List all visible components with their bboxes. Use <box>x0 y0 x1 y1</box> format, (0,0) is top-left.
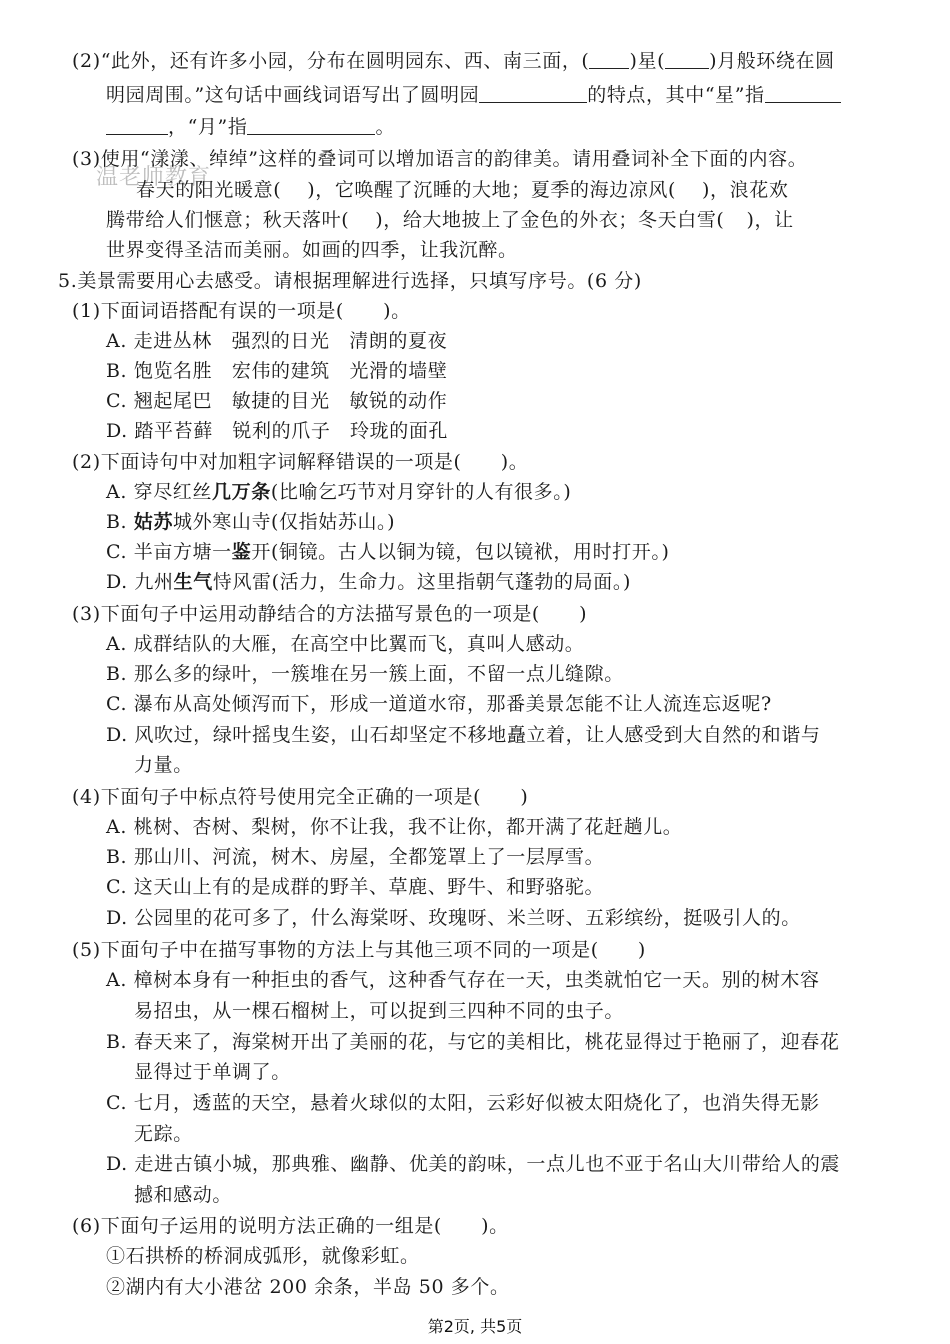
q5-4-option-c: C. 这天山上有的是成群的野羊、草鹿、野牛、和野骆驼。 <box>106 876 605 898</box>
q5-1-option-b: B. 饱览名胜 宏伟的建筑 光滑的墙壁 <box>106 360 448 382</box>
q5-title: 5.美景需要用心去感受。请根据理解进行选择，只填写序号。(6 分) <box>58 270 642 292</box>
q5-5-option-d-cont: 撼和感动。 <box>134 1184 233 1206</box>
q5-5-option-b-cont: 显得过于单调了。 <box>134 1061 291 1083</box>
q5-2-option-d: D. 九州生气恃风雷(活力，生命力。这里指朝气蓬勃的局面。) <box>106 571 631 593</box>
q5-2-option-c: C. 半亩方塘一鉴开(铜镜。古人以铜为镜，包以镜袱，用时打开。) <box>106 541 670 563</box>
q4-3-line4: 世界变得圣洁而美丽。如画的四季，让我沉醉。 <box>106 239 518 261</box>
q5-4-option-d: D. 公园里的花可多了，什么海棠呀、玫瑰呀、米兰呀、五彩缤纷，挺吸引人的。 <box>106 907 801 929</box>
q5-2-option-b: B. 姑苏城外寒山寺(仅指姑苏山。) <box>106 511 396 533</box>
page-footer: 第2页, 共5页 <box>427 1317 523 1336</box>
blank <box>589 50 629 69</box>
q5-4-option-b: B. 那山川、河流，树木、房屋，全都笼罩上了一层厚雪。 <box>106 846 605 868</box>
q4-3-line2: 春天的阳光暖意( )，它唤醒了沉睡的大地；夏季的海边凉风( )，浪花欢 <box>136 179 789 201</box>
answer-blank <box>106 116 168 135</box>
q5-3-option-a: A. 成群结队的大雁，在高空中比翼而飞，真叫人感动。 <box>106 633 585 655</box>
q4-2-line3: ，“月”指 。 <box>106 114 395 140</box>
q5-5-option-d: D. 走进古镇小城，那典雅、幽静、优美的韵味，一点儿也不亚于名山大川带给人的震 <box>106 1153 841 1175</box>
answer-blank <box>479 84 587 103</box>
q5-5-option-a: A. 樟树本身有一种拒虫的香气，这种香气存在一天，虫类就怕它一天。别的树木容 <box>106 969 820 991</box>
q5-3-option-d: D. 风吹过，绿叶摇曳生姿，山石却坚定不移地矗立着，让人感受到大自然的和谐与 <box>106 724 821 746</box>
q5-2-stem: (2)下面诗句中对加粗字词解释错误的一项是( )。 <box>72 451 529 473</box>
q5-3-stem: (3)下面句子中运用动静结合的方法描写景色的一项是( ) <box>72 603 588 625</box>
q5-6-item-1: ①石拱桥的桥洞成弧形，就像彩虹。 <box>106 1245 420 1267</box>
q5-1-stem: (1)下面词语搭配有误的一项是( )。 <box>72 300 411 322</box>
answer-blank <box>765 84 841 103</box>
q4-2-line2: 明园周围。”这句话中画线词语写出了圆明园 的特点，其中“星”指 <box>106 82 841 108</box>
answer-blank <box>247 116 375 135</box>
q4-3-stem: (3)使用“漾漾、绰绰”这样的叠词可以增加语言的韵律美。请用叠词补全下面的内容。 <box>72 148 808 170</box>
q5-6-item-2: ②湖内有大小港岔 200 余条，半岛 50 多个。 <box>106 1276 510 1298</box>
watermark: 温老师教育 <box>96 165 212 190</box>
q5-4-stem: (4)下面句子中标点符号使用完全正确的一项是( ) <box>72 786 529 808</box>
q5-3-option-d-cont: 力量。 <box>134 754 193 776</box>
q5-3-option-b: B. 那么多的绿叶，一簇堆在另一簇上面，不留一点儿缝隙。 <box>106 663 624 685</box>
q5-5-option-c: C. 七月，透蓝的天空，悬着火球似的太阳，云彩好似被太阳烧化了，也消失得无影 <box>106 1092 820 1114</box>
q5-5-option-b: B. 春天来了，海棠树开出了美丽的花，与它的美相比，桃花显得过于艳丽了，迎春花 <box>106 1031 840 1053</box>
q5-5-stem: (5)下面句子中在描写事物的方法上与其他三项不同的一项是( ) <box>72 939 646 961</box>
q5-2-option-a: A. 穿尽红丝几万条(比喻乞巧节对月穿针的人有很多。) <box>106 481 572 503</box>
q4-3-line3: 腾带给人们惬意；秋天落叶( )，给大地披上了金色的外衣；冬天白雪( )，让 <box>106 209 794 231</box>
q5-1-option-d: D. 踏平苔藓 锐利的爪子 玲珑的面孔 <box>106 420 449 442</box>
blank <box>665 50 709 69</box>
q4-2-line1: (2)“此外，还有许多小园，分布在圆明园东、西、南三面，( )星( )月般环绕在圆 <box>72 50 835 72</box>
q5-5-option-c-cont: 无踪。 <box>134 1123 193 1145</box>
q5-3-option-c: C. 瀑布从高处倾泻而下，形成一道道水帘，那番美景怎能不让人流连忘返呢? <box>106 693 772 715</box>
q5-1-option-c: C. 翘起尾巴 敏捷的目光 敏锐的动作 <box>106 390 448 412</box>
q5-6-stem: (6)下面句子运用的说明方法正确的一组是( )。 <box>72 1215 509 1237</box>
q5-5-option-a-cont: 易招虫，从一棵石榴树上，可以捉到三四种不同的虫子。 <box>134 1000 625 1022</box>
q5-4-option-a: A. 桃树、杏树、梨树，你不让我，我不让你，都开满了花赶趟儿。 <box>106 816 683 838</box>
q5-1-option-a: A. 走进丛林 强烈的日光 清朗的夏夜 <box>106 330 448 352</box>
